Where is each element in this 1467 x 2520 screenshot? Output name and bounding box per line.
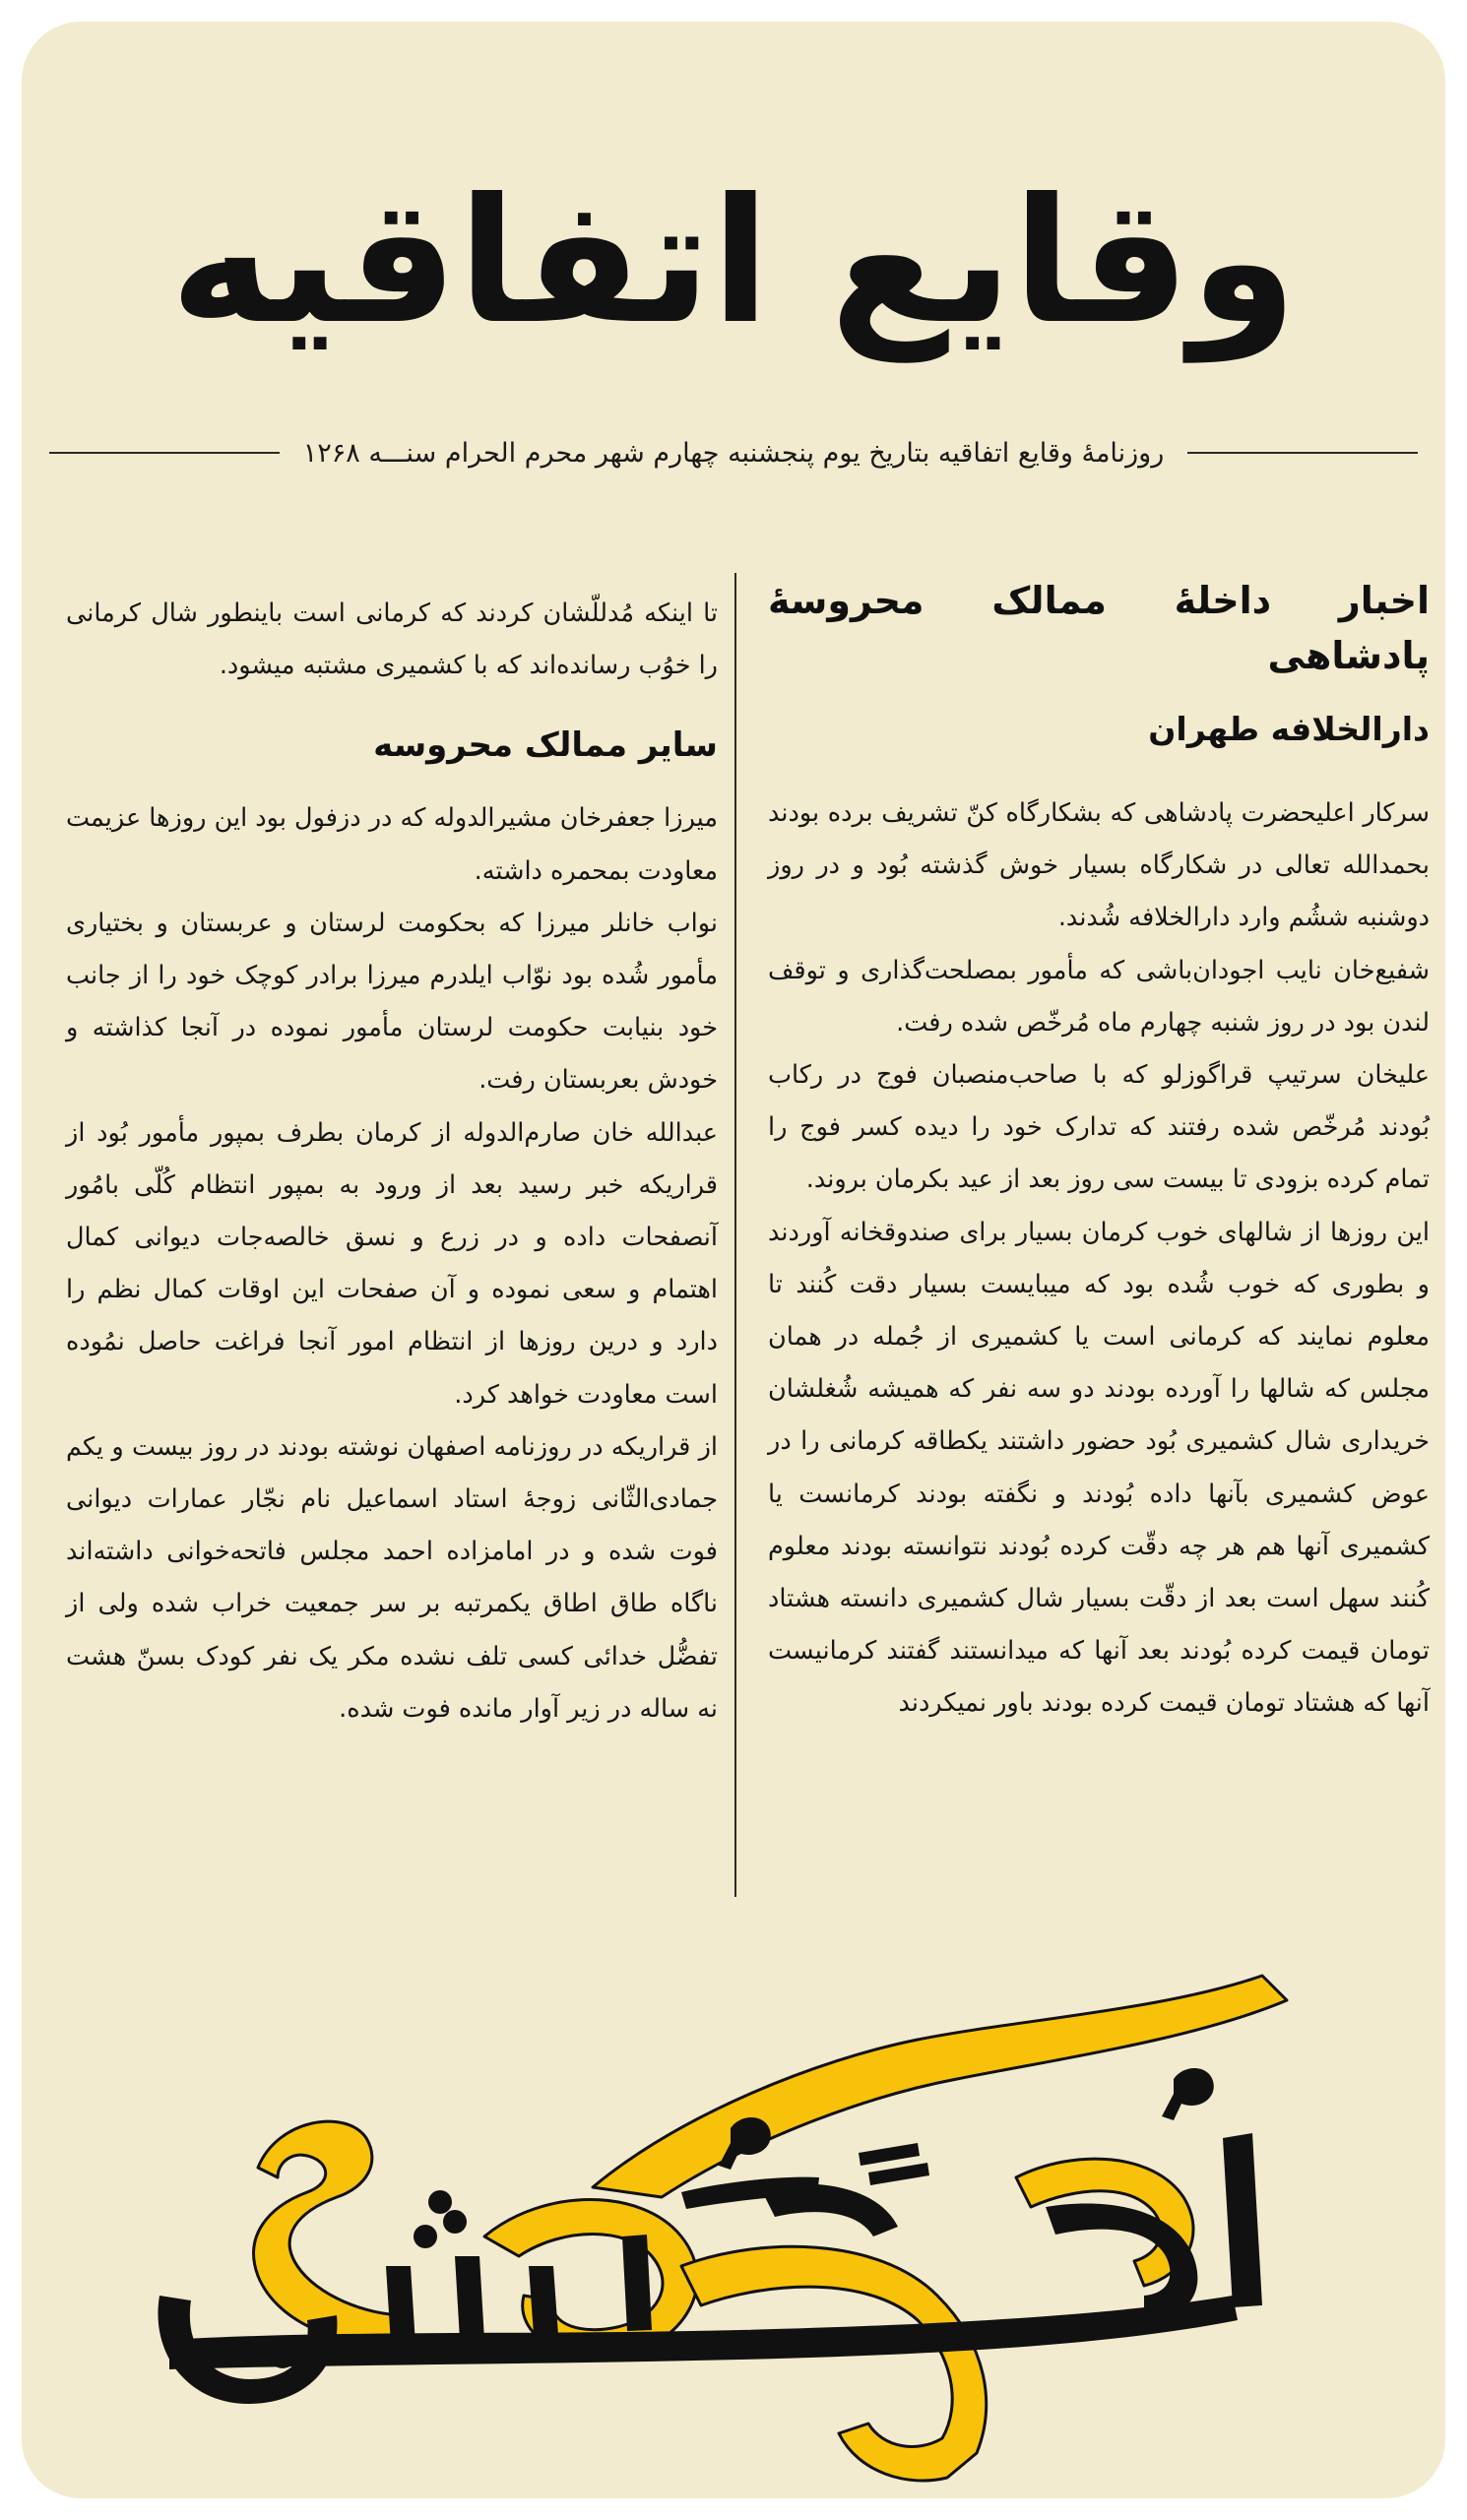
right-column: [768, 573, 1430, 1731]
subsection-heading-tehran: دارالخلافه طهران: [1148, 710, 1430, 748]
calligraphy-logo: [130, 1941, 1341, 2492]
dateline: [49, 433, 1418, 472]
dateline-text: روزنامهٔ وقایع اتفاقیه بتاریخ یوم پنجشنبه چهارم شهر محرم الحرام سنـــه ۱۲۶۸: [302, 437, 1165, 469]
section-heading-provinces: سایر ممالک محروسه: [373, 725, 718, 766]
newspaper-page: [22, 22, 1445, 2498]
article-paragraph: سرکار اعلیحضرت پادشاهی که بشکارگاه کنّ تشریف برده بودند بحمدالله تعالی در شکارگاه بسیار خوش گذشته بُود و در روز دوشنبه ششُم وارد دارالخلافه شُدند.: [768, 798, 1430, 933]
article-paragraph: عبدالله خان صارم‌الدوله از کرمان بطرف بمپور مأمور بُود از قراریکه خبر رسید بعد از ورود به بمپور انتظام کُلّی بامُور آنصفحات داده و در زرع و نسق خالصه‌جات دیوانی کمال اهتمام و سعی نموده و آن صفحات این اوقات کمال نظم را دارد و درین روزها از انتظام امور آنجا فراغت حاصل نمُوده است معاودت خواهد کرد.: [66, 1117, 718, 1410]
dateline-rule-right: [1187, 452, 1418, 454]
article-paragraph: نواب خانلر میرزا که بحکومت لرستان و عربستان و بختیاری مأمور شُده بود نوّاب ایلدرم میرزا برادر کوچک خود را از جانب خود بنیابت حکومت لرستان مأمور نموده در آنجا کذاشته و خودش بعربستان رفت.: [66, 908, 718, 1096]
article-paragraph: شفیع‌خان نایب اجودان‌باشی که مأمور بمصلحت‌گذاری و توقف لندن بود در روز شنبه چهارم ماه مُرخّص شده رفت.: [768, 955, 1430, 1038]
column-divider: [734, 573, 736, 1897]
article-paragraph-continued: تا اینکه مُدللّشان کردند که کرمانی است باینطور شال کرمانی را خوُب رسانده‌اند که با کشمیری مشتبه میشود.: [66, 598, 718, 681]
left-column: [66, 588, 718, 1735]
dateline-rule-left: [49, 452, 280, 454]
article-paragraph: از قراریکه در روزنامه اصفهان نوشته بودند در روز بیست و یکم جمادی‌الثّانی زوجهٔ استاد اسماعیل نام نجّار عمارات دیوانی فوت شده و در امامزاده احمد مجلس فاتحه‌خوانی داشته‌اند ناگاه طاق اطاق یکمرتبه بر سر جمعیت خراب شده ولی از تفضُّل خدائی کسی تلف نشده مکر یک نفر کودک بسنّ هشت نه ساله در زیر آوار مانده فوت شده.: [66, 1431, 718, 1724]
section-heading-domestic: اخبار داخلهٔ ممالک محروسهٔ پادشاهی: [768, 579, 1430, 677]
article-paragraph: این روزها از شالهای خوب کرمان بسیار برای صندوقخانه آوردند و بطوری که خوب شُده بود که میبایست بسیار دقت کُنند تا معلوم نمایند که کرمانی است یا کشمیری از جُمله در همان مجلس که شالها را آورده بودند دو سه نفر که همیشه شُغلشان خریداری شال کشمیری بُود حضور داشتند یکطاقه کرمانی را در عوض کشمیری بآنها داده بُودند و نگفته بودند کرمانست یا کشمیری آنها هم هر چه دقّت کرده بُودند نتوانسته بودند معلوم کُنند سهل است بعد از دقّت بسیار شال کشمیری دانسته هشتاد تومان قیمت کرده بُودند بعد آنها که میدانستند گفتند کرمانیست آنها که هشتاد تومان قیمت کرده بودند باور نمیکردند: [768, 1217, 1430, 1719]
article-paragraph: علیخان سرتیپ قراگوزلو که با صاحب‌منصبان فوج در رکاب بُودند مُرخّص شده رفتند که تدارک خود را دیده کسر فوج را تمام کرده بزودی تا بیست سی روز بعد از عید بکرمان بروند.: [768, 1060, 1430, 1195]
article-paragraph: میرزا جعفرخان مشیرالدوله که در دزفول بود این روزها عزیمت معاودت بمحمره داشته.: [66, 803, 718, 886]
newspaper-masthead: وقایع اتفاقیه: [169, 162, 1298, 362]
